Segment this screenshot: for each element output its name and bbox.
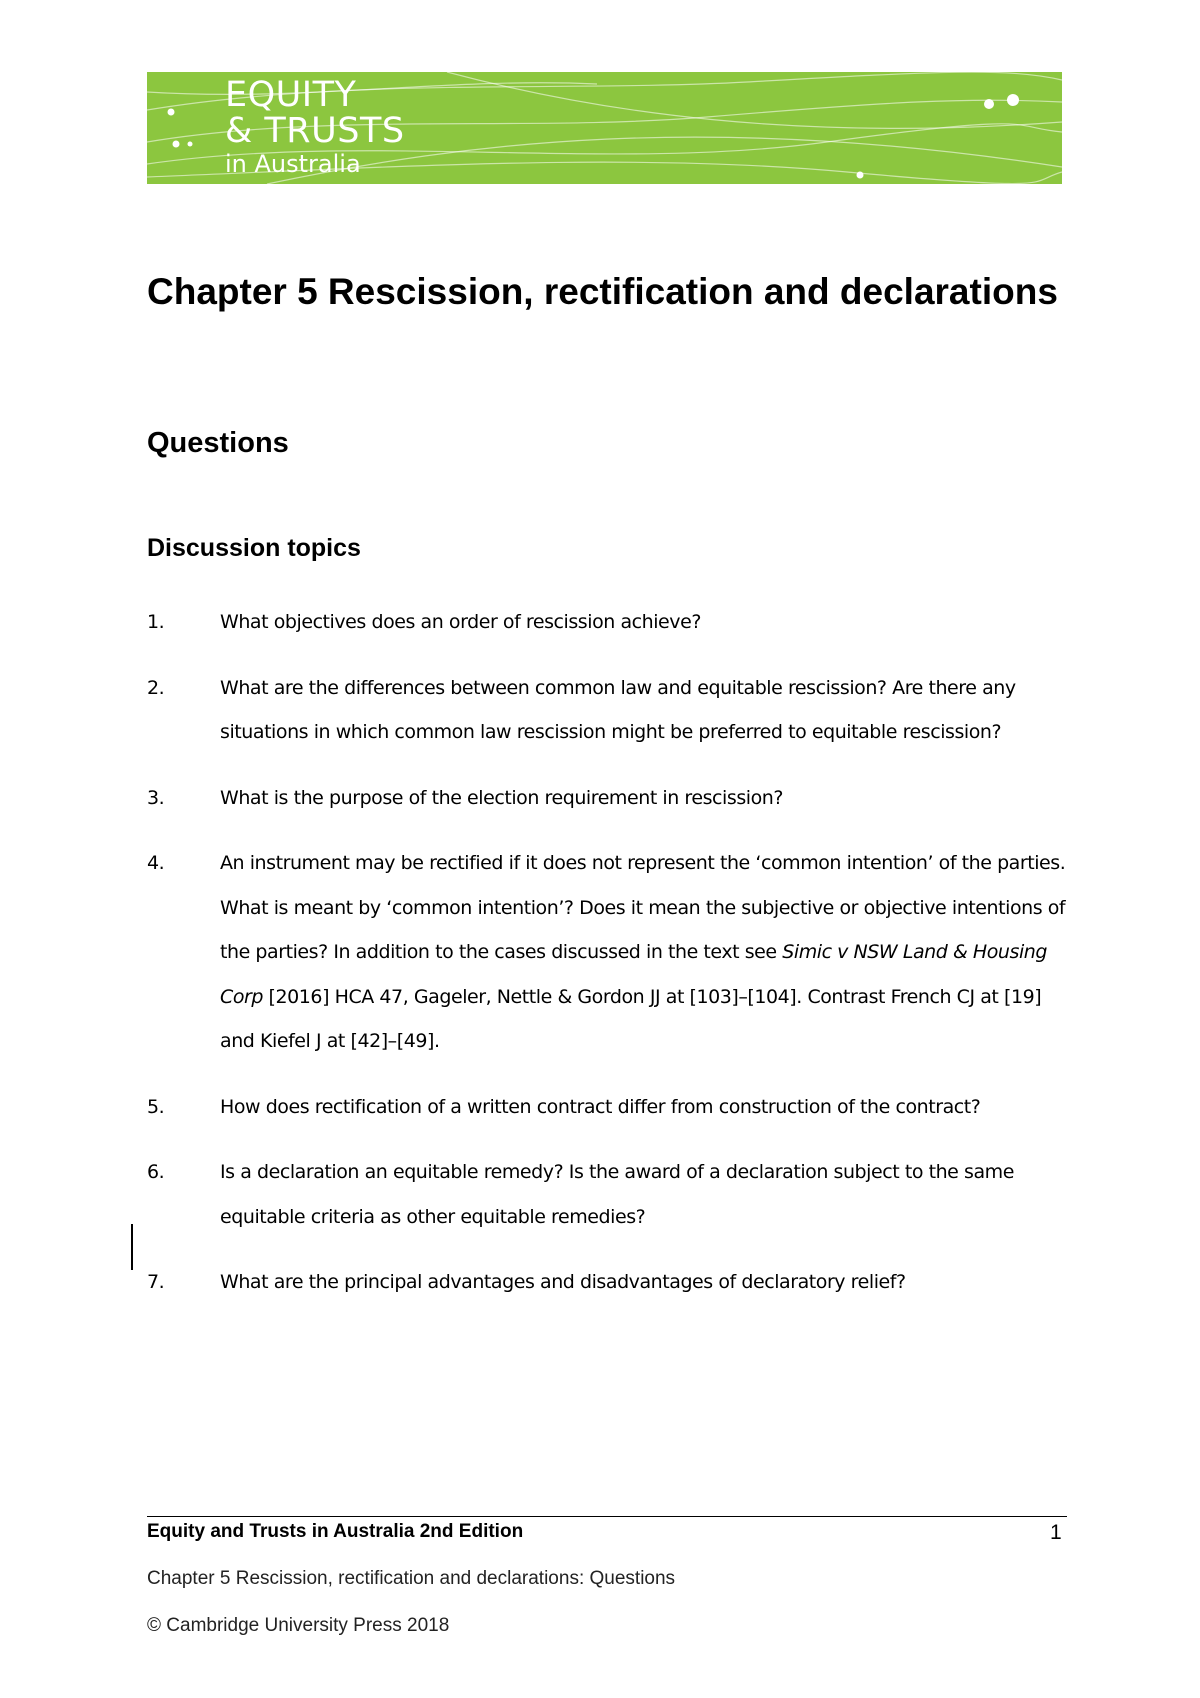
revision-change-bar — [131, 1224, 133, 1270]
case-citation: Simic v NSW Land & Housing Corp — [220, 941, 1048, 1008]
list-number: 4. — [147, 852, 165, 874]
list-item — [147, 600, 1067, 645]
question-text: What are the differences between common law and equitable rescission? Are there any situations in which common law rescission might be preferred to equitable rescission? — [220, 676, 1016, 743]
question-list — [147, 600, 1067, 1326]
footer-subtitle: Chapter 5 Rescission, rectification and declarations: Questions — [147, 1568, 676, 1589]
list-number: 3. — [147, 786, 165, 809]
page-subtitle: Questions — [147, 427, 289, 459]
list-item — [147, 666, 1067, 755]
banner-line-equity: EQUITY — [225, 75, 357, 115]
section-heading: Discussion topics — [147, 534, 361, 562]
list-item — [147, 1085, 1067, 1130]
list-item — [147, 1150, 1067, 1239]
list-item — [147, 776, 1067, 821]
list-number: 5. — [147, 1095, 165, 1118]
list-number: 7. — [147, 1271, 165, 1293]
list-number: 6. — [147, 1161, 165, 1183]
footer-copyright: © Cambridge University Press 2018 — [147, 1615, 450, 1636]
page-title: Chapter 5 Rescission, rectification and declarations — [147, 271, 1058, 312]
question-text: Is a declaration an equitable remedy? Is the award of a declaration subject to the same equitable criteria as other equitable remedies? — [220, 1161, 1014, 1228]
footer-title: Equity and Trusts in Australia 2nd Edition — [147, 1521, 524, 1542]
banner-line-australia: in Australia — [225, 150, 361, 178]
banner-logo-text — [225, 75, 405, 178]
list-number: 2. — [147, 676, 165, 699]
banner-line-trusts: & TRUSTS — [225, 111, 405, 151]
question-text-part-b: [2016] HCA 47, Gageler, Nettle & Gordon JJ at [103]–[104]. Contrast French CJ at [19] and Kiefel J at [42]–[49]. — [220, 985, 1042, 1052]
list-item — [147, 1260, 1067, 1305]
header-banner — [147, 72, 1062, 184]
question-text: What is the purpose of the election requirement in rescission? — [220, 786, 784, 809]
list-item — [147, 841, 1067, 1064]
footer-divider — [147, 1516, 1067, 1517]
page-number: 1 — [1050, 1521, 1062, 1544]
question-text-part-a: An instrument may be rectified if it does not represent the ‘common intention’ of the parties. What is meant by ‘common intention’? Does it mean the subjective or objective intentions of the parties? In addition to the cases discussed in the text see — [220, 852, 1066, 963]
question-text: What objectives does an order of rescission achieve? — [220, 611, 701, 633]
list-number: 1. — [147, 611, 165, 633]
question-text: What are the principal advantages and disadvantages of declaratory relief? — [220, 1271, 906, 1293]
question-text: How does rectification of a written contract differ from construction of the contract? — [220, 1095, 981, 1118]
